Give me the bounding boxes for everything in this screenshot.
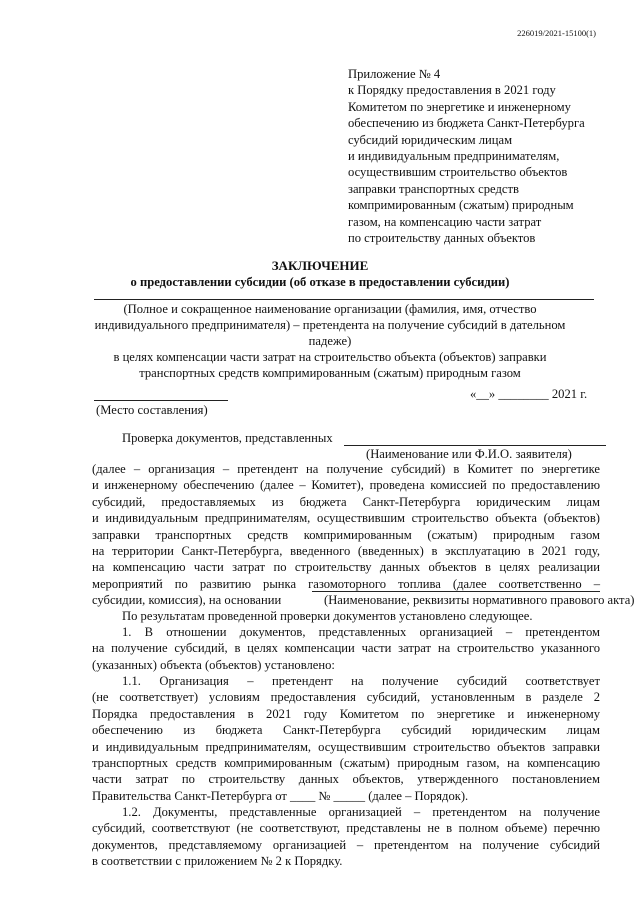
applicant-caption-line: падеже) [308,334,352,348]
paragraph-main [92,461,600,609]
purpose-line: транспортных средств компримированным (сжатым) природным газом [139,366,521,380]
item-1 [92,624,600,673]
appendix-line: Приложение № 4 [348,67,441,81]
paragraph-line: на территории Санкт-Петербурга, введенного (введенных) в эксплуатацию в 2021 году, [92,544,600,559]
appendix-line: газом, на компенсацию части затрат [348,214,542,229]
item-line: транспортных средств компримированным (сжатым) природным газом, на компенсацию [92,756,600,771]
paragraph-line: субсидий, предоставляемых из бюджета Санкт-Петербурга юридическим лицам [92,494,600,509]
paragraph-line: заправки транспортных средств компримированным (сжатым) природным газом [92,527,600,542]
appendix-line: по строительству данных объектов [348,231,536,246]
applicant-caption-line: индивидуального предпринимателя) – претендента на получение субсидий в дательном [94,318,566,332]
paragraph-line: субсидии, комиссия), на основании [92,593,282,608]
appendix-line: осуществившим строительство объектов [348,165,568,180]
applicant-caption-line: (Полное и сокращенное наименование организации (фамилия, имя, отчество [123,302,537,316]
appendix-line: Комитетом по энергетике и инженерному [348,99,571,114]
date-field: «__» ________ 2021 г. [470,387,588,401]
item-line: части затрат по строительству данных объектов, утвержденного постановлением [92,772,600,787]
item-line: документов, представляемому организацией – претендентом на получение субсидий [92,837,600,852]
paragraph-line: на компенсацию части затрат по строительству данных объектов в целях реализации [92,560,600,575]
check-intro: Проверка документов, представленных [122,431,333,445]
item-line: на получение субсидий, в целях компенсации части затрат на строительство указанного [92,641,600,656]
item-line: 1. В отношении документов, представленных организацией – претендентом [122,625,600,639]
item-line: 1.1. Организация – претендент на получение субсидий соответствует [122,674,600,688]
document-title: ЗАКЛЮЧЕНИЕ [271,258,369,273]
item-1-2 [92,804,600,870]
item-line: обеспечению из бюджета Санкт-Петербурга субсидий юридическим лицам [92,723,600,738]
results-line: По результатам проведенной проверки документов установлено следующее. [122,609,533,623]
applicant-name-caption: (Наименование или Ф.И.О. заявителя) [366,447,572,461]
document-number: 226019/2021-15100(1) [517,28,596,38]
basis-caption: (Наименование, реквизиты нормативного правового акта) [324,593,635,607]
item-line: и индивидуальным предпринимателям, осуществившим строительство объектов заправки [92,739,600,754]
appendix-line: субсидий юридическим лицам [348,132,513,147]
paragraph-line: (далее – организация – претендент на получение субсидий) в Комитет по энергетике [92,462,600,476]
item-line: Правительства Санкт-Петербурга от ____ № _____ (далее – Порядок). [92,788,469,803]
appendix-line: заправки транспортных средств [348,181,519,196]
applicant-name-line [94,299,594,300]
purpose-line: в целях компенсации части затрат на строительство объекта (объектов) заправки [113,350,547,364]
item-line: Порядка предоставления в 2021 году Комитетом по энергетике и инженерному [92,706,600,721]
place-line [94,400,228,401]
paragraph-line: и индивидуальным предпринимателям, осуществившим строительство объекта (объектов) [92,511,600,526]
item-1-1 [92,673,600,804]
appendix-header [348,66,618,246]
paragraph-line: и инженерному обеспечению (далее – Комитет), проведена комиссией по предоставлению [92,478,600,493]
appendix-line: обеспечению из бюджета Санкт-Петербурга [348,116,585,131]
appendix-line: к Порядку предоставления в 2021 году [348,83,556,98]
item-line: (не соответствует) условиям предоставления субсидий, установленным в разделе 2 [92,690,600,705]
item-line: (указанных) объекта (объектов) установлено: [92,657,335,672]
appendix-line: и индивидуальным предпринимателям, [348,149,560,164]
place-caption: (Место составления) [96,403,208,417]
paragraph-line: мероприятий по развитию рынка газомоторного топлива (далее соответственно – [92,576,600,591]
item-line: 1.2. Документы, представленные организацией – претендентом на получение [122,805,600,819]
item-line: в соответствии с приложением № 2 к Порядку. [92,854,343,869]
document-subtitle: о предоставлении субсидии (об отказе в предоставлении субсидии) [130,275,510,289]
appendix-line: компримированным (сжатым) природным [348,198,574,213]
item-line: субсидий, соответствуют (не соответствуют, представлены не в полном объеме) перечню [92,821,600,836]
